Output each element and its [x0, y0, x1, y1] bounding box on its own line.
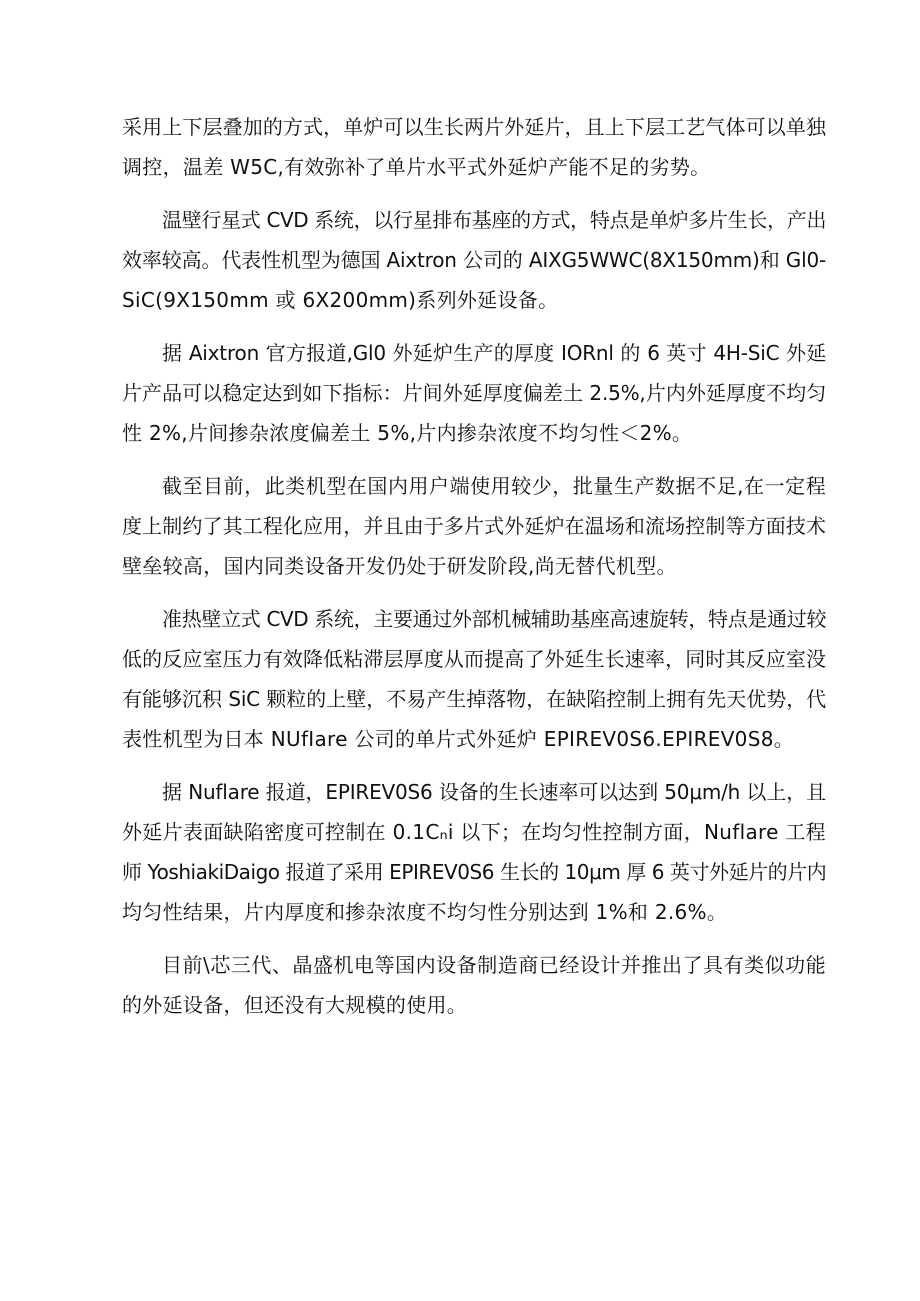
paragraph-line: 有能够沉积 SiC 颗粒的上壁，不易产生掉落物，在缺陷控制上拥有先天优势，代	[122, 687, 826, 711]
paragraph-3	[122, 333, 826, 453]
paragraph-line: 的外延设备，但还没有大规模的使用。	[122, 993, 468, 1017]
paragraph-6	[122, 772, 826, 932]
paragraph-line: SiC(9X150mm 或 6X200mm)系列外延设备。	[122, 288, 559, 312]
paragraph-line: 目前\芯三代、晶盛机电等国内设备制造商已经设计并推出了具有类似功能	[162, 953, 826, 977]
paragraph-line: 外延片表面缺陷密度可控制在 0.1Cₙi 以下；在均匀性控制方面，Nuflare 工程	[122, 820, 826, 844]
paragraph-line: 效率较高。代表性机型为德国 Aixtron 公司的 AIXG5WWC(8X150mm)和 Gl0-	[122, 248, 826, 272]
paragraph-line: 性 2%,片间掺杂浓度偏差土 5%,片内掺杂浓度不均匀性＜2%。	[122, 421, 693, 445]
paragraph-line: 师 YoshiakiDaigo 报道了采用 EPIREV0S6 生长的 10μm 厚 6 英寸外延片的片内	[122, 860, 826, 884]
paragraph-line: 据 Aixtron 官方报道,Gl0 外延炉生产的厚度 IORnl 的 6 英寸 4H-SiC 外延	[162, 341, 826, 365]
paragraph-2	[122, 200, 826, 320]
paragraph-line: 温壁行星式 CVD 系统，以行星排布基座的方式，特点是单炉多片生长，产出	[162, 208, 826, 232]
paragraph-line: 截至目前，此类机型在国内用户端使用较少，批量生产数据不足,在一定程	[162, 474, 826, 498]
paragraph-line: 低的反应室压力有效降低粘滞层厚度从而提高了外延生长速率，同时其反应室没	[122, 647, 826, 671]
paragraph-line: 表性机型为日本 NUfIare 公司的单片式外延炉 EPIREV0S6.EPIREV0S8。	[122, 727, 795, 751]
paragraph-line: 壁垒较高，国内同类设备开发仍处于研发阶段,尚无替代机型。	[122, 554, 677, 578]
paragraph-line: 据 Nuflare 报道，EPIREV0S6 设备的生长速率可以达到 50μm/h 以上，且	[162, 780, 826, 804]
document-body	[122, 107, 826, 1038]
paragraph-1	[122, 107, 826, 187]
paragraph-line: 采用上下层叠加的方式，单炉可以生长两片外延片，且上下层工艺气体可以单独	[122, 115, 826, 139]
paragraph-line: 调控，温差 W5C,有效弥补了单片水平式外延炉产能不足的劣势。	[122, 155, 711, 179]
paragraph-line: 度上制约了其工程化应用，并且由于多片式外延炉在温场和流场控制等方面技术	[122, 514, 826, 538]
paragraph-7	[122, 945, 826, 1025]
paragraph-4	[122, 466, 826, 586]
paragraph-5	[122, 599, 826, 759]
paragraph-line: 准热壁立式 CVD 系统，主要通过外部机械辅助基座高速旋转，特点是通过较	[162, 607, 826, 631]
paragraph-line: 片产品可以稳定达到如下指标：片间外延厚度偏差土 2.5%,片内外延厚度不均匀	[122, 381, 826, 405]
paragraph-line: 均匀性结果，片内厚度和掺杂浓度不均匀性分别达到 1%和 2.6%。	[122, 900, 728, 924]
